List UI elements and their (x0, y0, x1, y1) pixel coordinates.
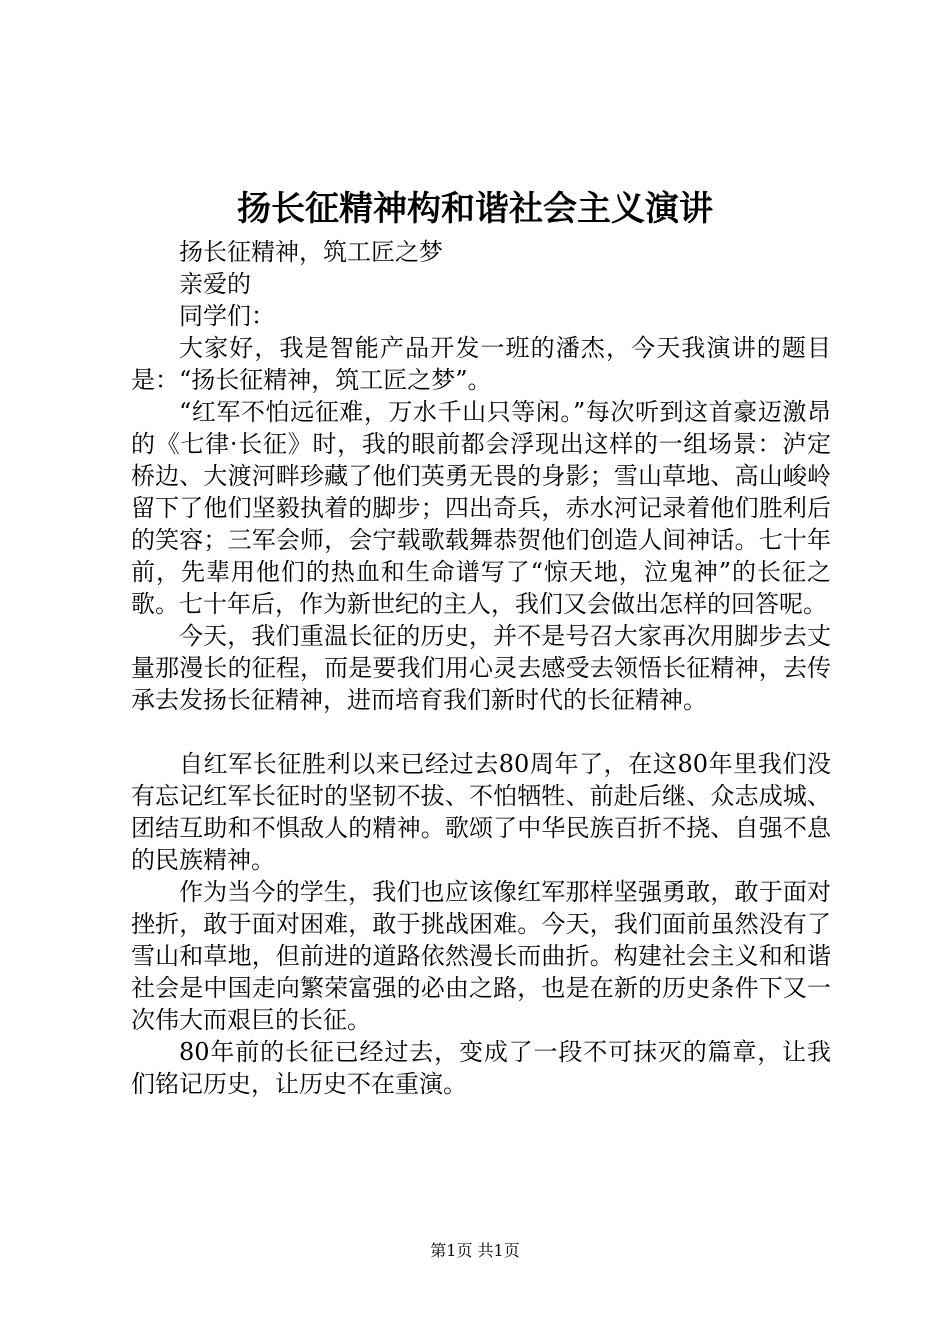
paragraph-students: 作为当今的学生，我们也应该像红军那样坚强勇敢，敢于面对挫折，敢于面对困难，敢于挑战困难。今天，我们面前虽然没有了雪山和草地，但前进的道路依然漫长而曲折。构建社会主义和和谐社会是中国走向繁荣富强的必由之路，也是在新的历史条件下又一次伟大而艰巨的长征。 (131, 878, 831, 1034)
page-footer: 第1页 共1页 (430, 1241, 520, 1260)
paragraph-salutation-2: 同学们： (179, 302, 275, 330)
paragraph-greeting: 大家好，我是智能产品开发一班的潘杰，今天我演讲的题目是：“扬长征精神，筑工匠之梦”。 (131, 334, 831, 394)
paragraph-subtitle: 扬长征精神，筑工匠之梦 (179, 238, 443, 266)
paragraph-salutation-1: 亲爱的 (179, 270, 251, 298)
paragraph-closing: 80年前的长征已经过去，变成了一段不可抹灭的篇章，让我们铭记历史，让历史不在重演。 (131, 1038, 831, 1098)
paragraph-poem: “红军不怕远征难，万水千山只等闲。”每次听到这首豪迈激昂的《七律·长征》时，我的眼前都会浮现出这样的一组场景：泸定桥边、大渡河畔珍藏了他们英勇无畏的身影；雪山草地、高山峻岭留下了他们坚毅执着的脚步；四出奇兵，赤水河记录着他们胜利后的笑容；三军会师，会宁载歌载舞恭贺他们创造人间神话。七十年前，先辈用他们的热血和生命谱写了“惊天地，泣鬼神”的长征之歌。七十年后，作为新世纪的主人，我们又会做出怎样的回答呢。 (131, 398, 831, 618)
paragraph-today: 今天，我们重温长征的历史，并不是号召大家再次用脚步去丈量那漫长的征程，而是要我们用心灵去感受去领悟长征精神，去传承去发扬长征精神，进而培育我们新时代的长征精神。 (131, 622, 831, 714)
paragraph-80-years: 自红军长征胜利以来已经过去80周年了，在这80年里我们没有忘记红军长征时的坚韧不拔、不怕牺牲、前赴后继、众志成城、团结互助和不惧敌人的精神。歌颂了中华民族百折不挠、自强不息的民族精神。 (131, 750, 831, 874)
document-body (131, 236, 831, 1100)
page-title: 扬长征精神构和谐社会主义演讲 (237, 189, 713, 229)
